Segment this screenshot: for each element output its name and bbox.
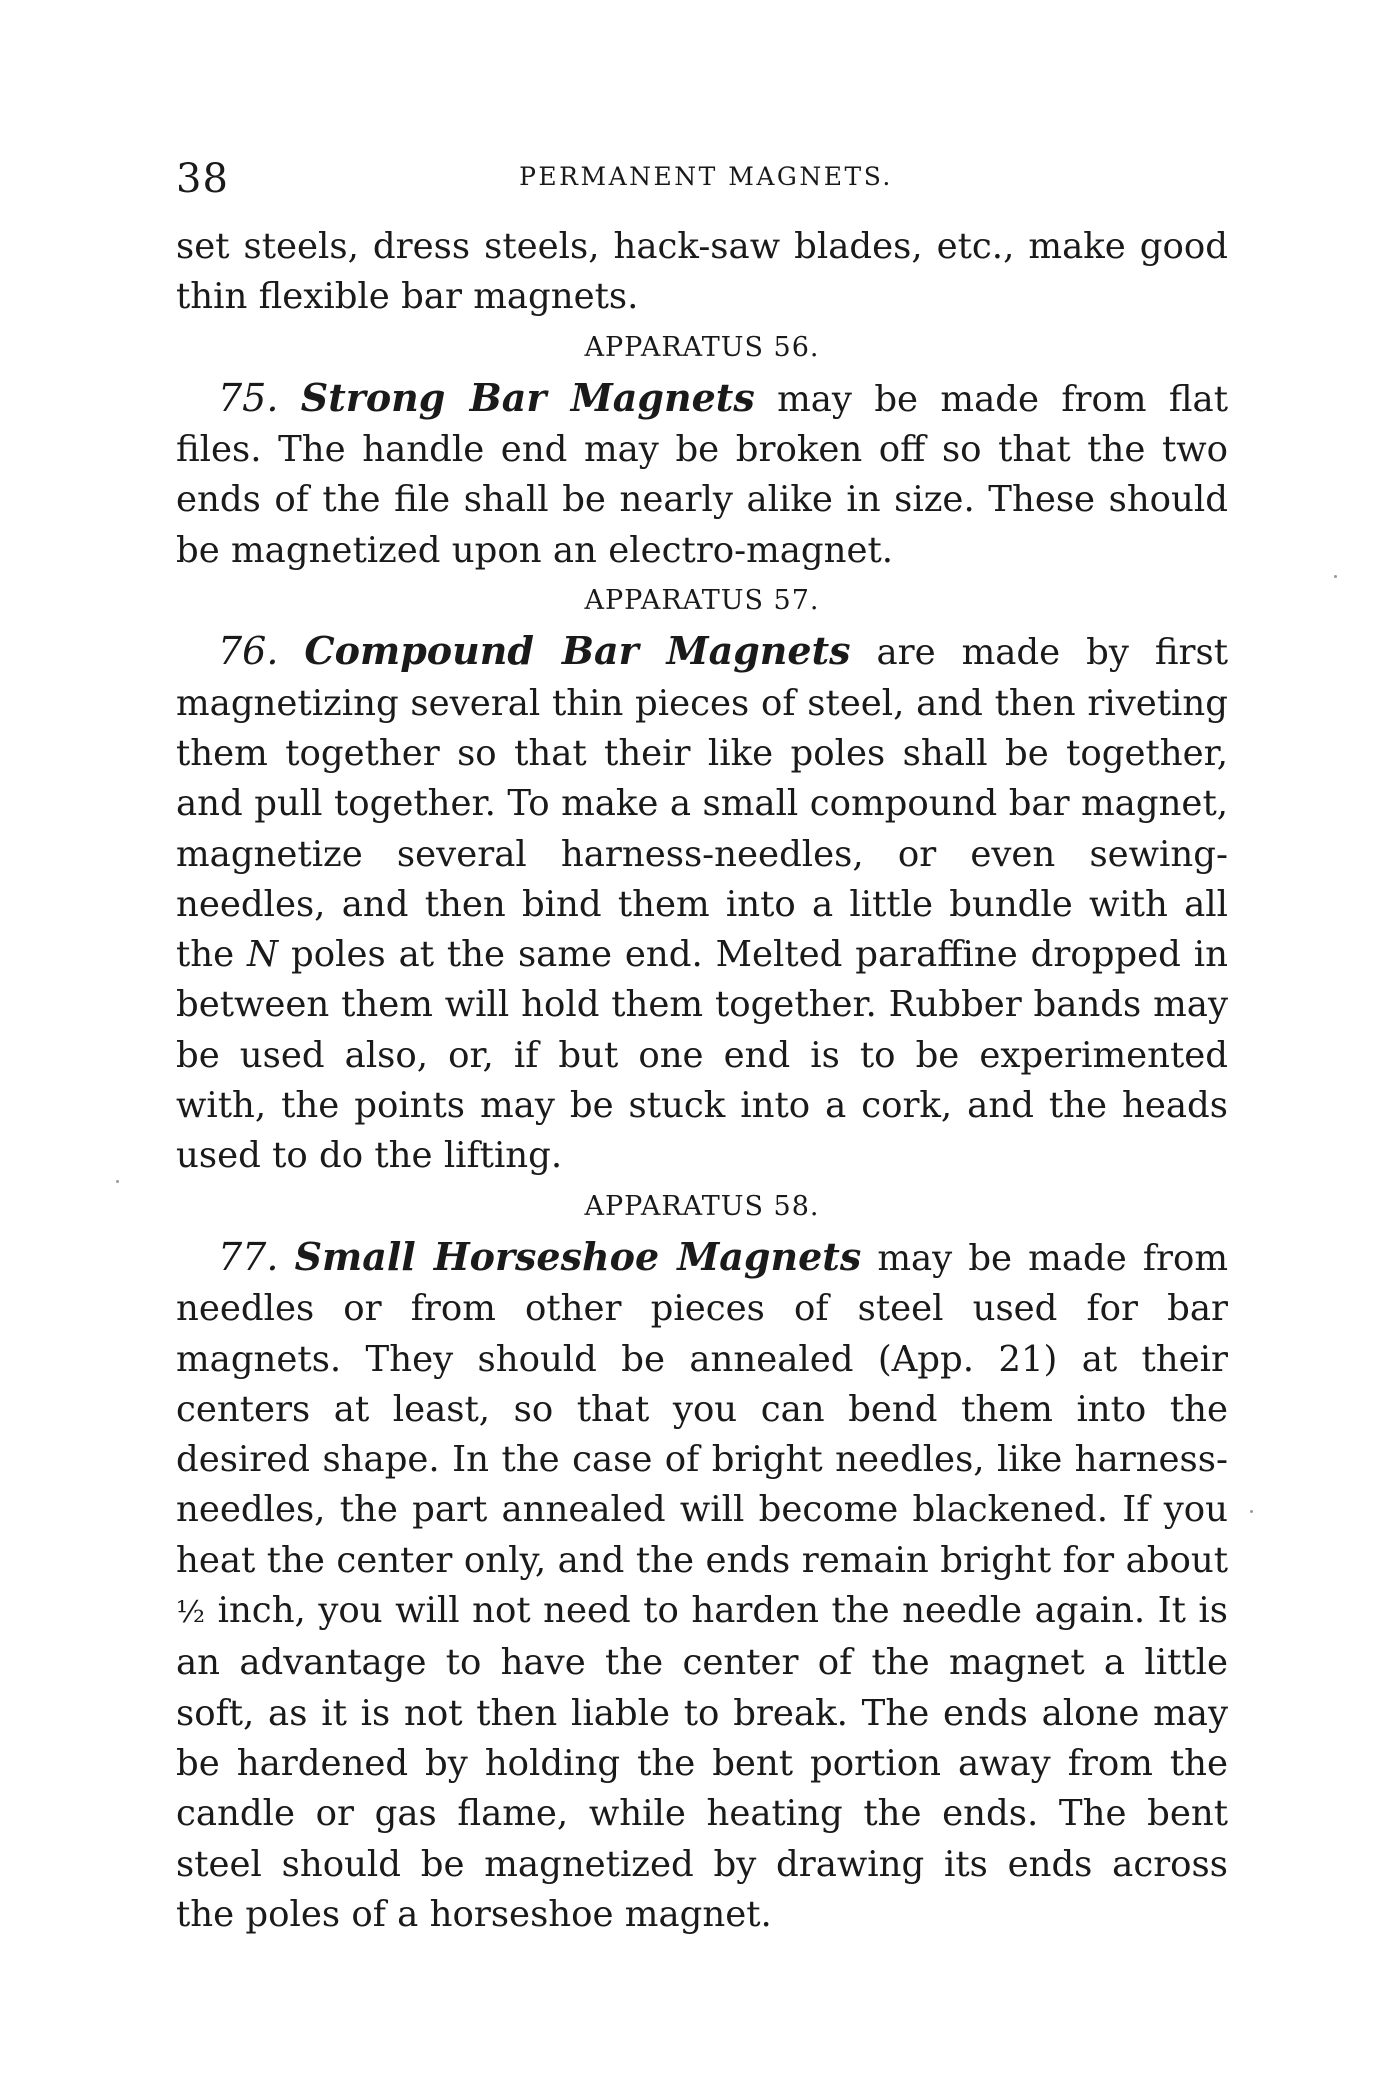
section-number: 77.: [218, 1234, 279, 1279]
section-number: 76.: [218, 629, 279, 674]
apparatus-caption-58: APPARATUS 58.: [584, 1190, 820, 1222]
page-header: [176, 150, 1236, 210]
section-text: may be made from flat files. The handle end may be broken off so that the two ends of the file shall be nearly alike in size. These should be magnetized upon an electro-magnet.: [176, 378, 1228, 571]
section-76-paragraph: [176, 626, 1228, 1181]
section-text: are made by first magnetizing several thin pieces of steel, and then riveting them together so that their like poles shall be together, and pull together. To make a small compound bar magnet, magnetize several harness-needles, or even sewing-needles, and then bind them into a little bundle with all the: [176, 632, 1228, 976]
page-number: 38: [176, 156, 229, 202]
section-text: may be made from needles or from other pieces of steel used for bar magnets. They should be annealed (App. 21) at their centers at least, so that you can bend them into the desired shape. In the case of bright needles, like harness-needles, the part annealed will become blackened. If you heat the center only, and the ends remain bright for about: [176, 1237, 1228, 1581]
pole-letter: N: [247, 934, 279, 976]
section-text-continued: inch, you will not need to harden the needle again. It is an advantage to have the center of the magnet a little soft, as it is not then liable to break. The ends alone may be hardened by holding the bent portion away from the candle or gas flame, while heating the ends. The bent steel should be magnetized by drawing its ends across the poles of a horseshoe magnet.: [176, 1590, 1228, 1935]
running-title: PERMANENT MAGNETS.: [519, 162, 893, 191]
section-75-paragraph: [176, 373, 1228, 576]
apparatus-caption-57: APPARATUS 57.: [584, 585, 820, 617]
section-text-continued: poles at the same end. Melted paraffine dropped in between them will hold them together. Rubber bands may be used also, or, if but one end is to be experimented with, the points may be stuck into a cork, and the heads used to do the lifting.: [176, 934, 1228, 1177]
section-heading: Strong Bar Magnets: [300, 374, 755, 420]
section-77-paragraph: [176, 1232, 1228, 1940]
section-number: 75.: [218, 375, 279, 420]
fraction: ½: [176, 1595, 206, 1631]
section-heading: Compound Bar Magnets: [304, 628, 851, 674]
apparatus-caption-56: APPARATUS 56.: [584, 331, 820, 363]
scan-speck: [1250, 1510, 1253, 1513]
scan-speck: [1334, 575, 1337, 578]
page-body: [176, 222, 1228, 1940]
section-heading: Small Horseshoe Magnets: [294, 1233, 862, 1279]
scan-speck: [116, 1180, 119, 1183]
intro-paragraph: set steels, dress steels, hack-saw blades, etc., make good thin flexible bar magnets.: [176, 226, 1228, 318]
